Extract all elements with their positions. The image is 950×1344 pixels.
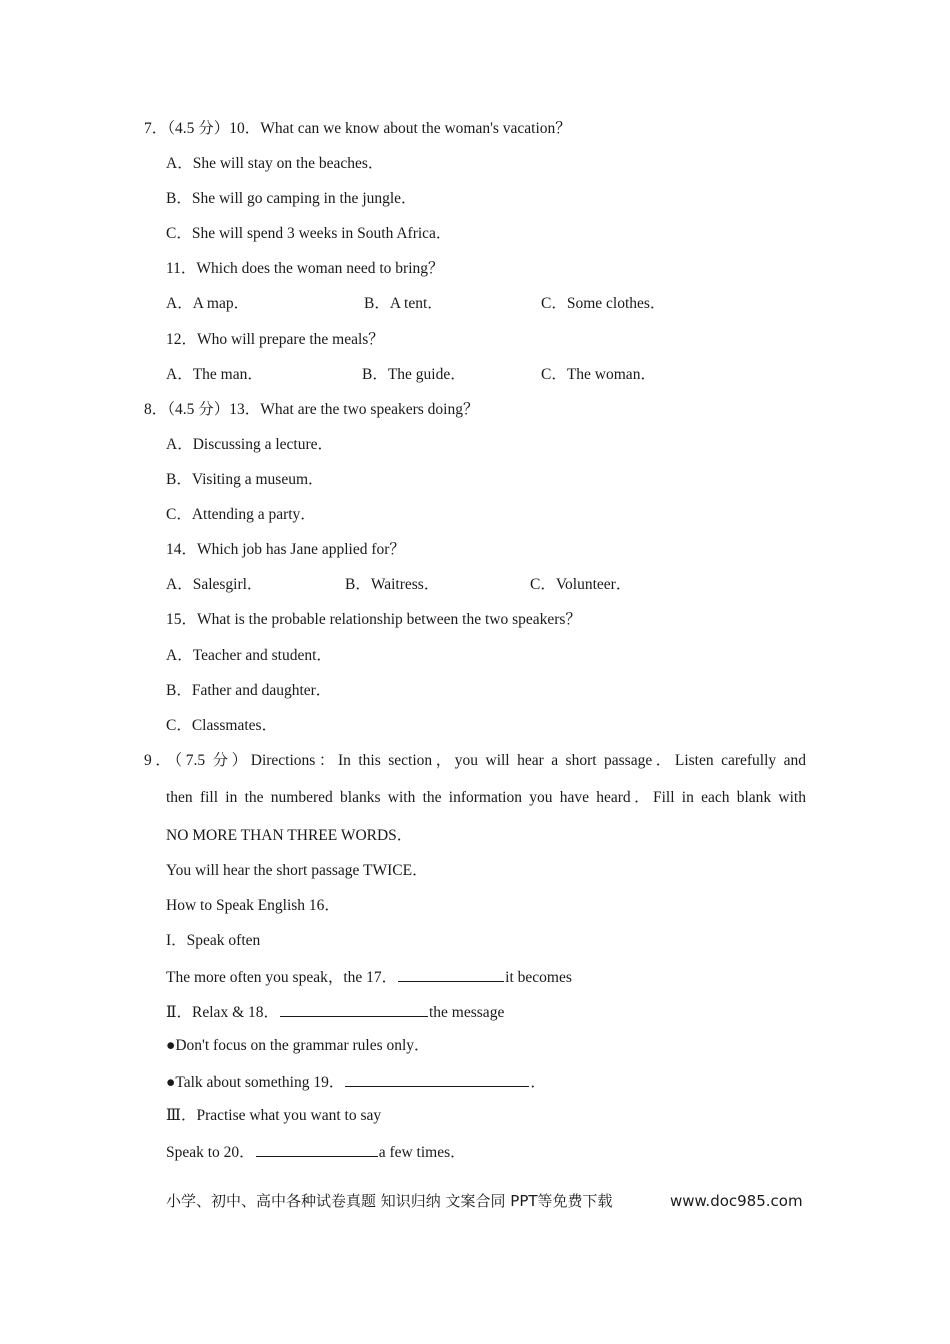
q14-option-c: C．Volunteer． [530,576,632,593]
q12-stem: 12．Who will prepare the meals？ [166,331,384,348]
blank-20-prefix: Speak to 20． [166,1144,255,1161]
q11-option-b: B．A tent． [364,295,443,312]
section-3-heading: Ⅲ．Practise what you want to say [166,1107,382,1124]
blank-17[interactable] [398,966,504,982]
section-2-suffix: the message [429,1004,505,1021]
q10-option-c: C．She will spend 3 weeks in South Africa． [166,225,452,242]
blank-20-line [166,1141,466,1163]
question-8-header: 8．（4.5 分）13．What are the two speakers doing？ [144,401,479,418]
bullet-19-prefix: ●Talk about something 19． [166,1074,345,1091]
q12-option-a: A．The man． [166,366,263,383]
q14-option-b: B．Waitress． [345,576,440,593]
page-footer [166,1190,806,1212]
question-7-header: 7．（4.5 分）10．What can we know about the woman's vacation？ [144,120,571,137]
q12-option-c: C．The woman． [541,366,656,383]
q13-option-c: C．Attending a party． [166,506,316,523]
q10-option-a: A．She will stay on the beaches． [166,155,384,172]
q13-option-b: B．Visiting a museum． [166,471,324,488]
footer-url[interactable]: www.doc985.com [670,1192,803,1210]
q11-stem: 11．Which does the woman need to bring？ [166,260,444,277]
blank-17-suffix: it becomes [505,969,572,986]
footer-text: 小学、初中、高中各种试卷真题 知识归纳 文案合同 PPT等免费下载 [166,1192,613,1210]
q12-option-b: B．The guide． [362,366,466,383]
q14-stem: 14．Which job has Jane applied for？ [166,541,405,558]
q11-option-a: A．A map． [166,295,250,312]
q15-option-a: A．Teacher and student． [166,647,332,664]
bullet-19-line [166,1071,546,1093]
blank-19[interactable] [345,1071,529,1087]
passage-title: How to Speak English 16． [166,897,340,914]
blank-20-suffix: a few times． [378,1144,466,1161]
q15-option-b: B．Father and daughter． [166,682,332,699]
section-2-prefix: Ⅱ．Relax & 18． [166,1004,279,1021]
question-9-directions-line-2: then fill in the numbered blanks with the information you have heard．Fill in each blank with [166,789,806,806]
q10-option-b: B．She will go camping in the jungle． [166,190,417,207]
section-1-heading: I．Speak often [166,932,261,949]
question-9-directions-line-3: NO MORE THAN THREE WORDS． [166,827,413,844]
q11-option-c: C．Some clothes． [541,295,666,312]
blank-17-prefix: The more often you speak，the 17． [166,969,398,986]
q14-option-a: A．Salesgirl． [166,576,263,593]
q13-option-a: A．Discussing a lecture． [166,436,334,453]
section-2-line [166,1001,504,1023]
blank-18[interactable] [280,1001,428,1017]
bullet-grammar: ●Don't focus on the grammar rules only． [166,1037,430,1054]
q15-stem: 15．What is the probable relationship between the two speakers？ [166,611,581,628]
blank-17-line [166,966,572,988]
q15-option-c: C．Classmates． [166,717,278,734]
bullet-19-suffix: ． [530,1074,546,1091]
question-9-directions-line-1: 9．（7.5 分）Directions：In this section，you will hear a short passage．Listen carefully and [144,752,806,769]
blank-20[interactable] [256,1141,378,1157]
listen-twice-note: You will hear the short passage TWICE． [166,862,428,879]
